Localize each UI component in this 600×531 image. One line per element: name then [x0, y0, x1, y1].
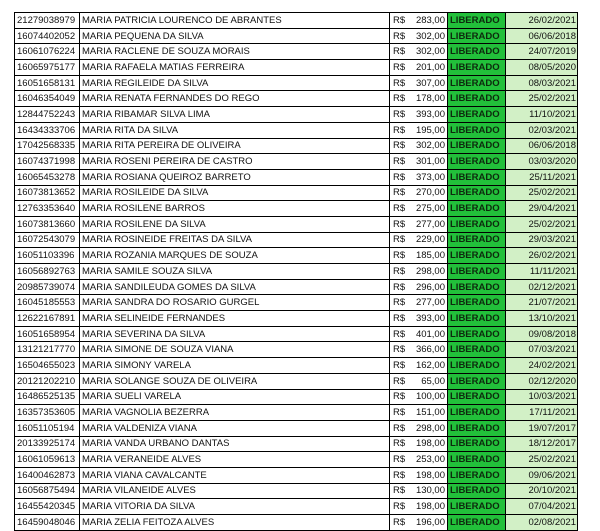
currency-symbol: R$: [393, 281, 406, 293]
date-cell: 02/08/2021: [506, 515, 578, 531]
name-cell: MARIA SAMILE SOUZA SILVA: [80, 264, 390, 280]
date-cell: 06/06/2018: [506, 138, 578, 154]
amount-cell: [390, 436, 448, 452]
amount-value: 277,00: [415, 297, 445, 309]
amount-cell: [390, 264, 448, 280]
name-cell: MARIA SELINEIDE FERNANDES: [80, 311, 390, 327]
status-cell: LIBERADO: [448, 436, 506, 452]
id-cell: 20985739074: [15, 279, 80, 295]
table-row: [15, 389, 578, 405]
amount-cell: [390, 185, 448, 201]
id-cell: 16061059613: [15, 452, 80, 468]
amount-value: 196,00: [415, 516, 445, 528]
name-cell: MARIA RITA DA SILVA: [80, 122, 390, 138]
name-cell: MARIA VALDENIZA VIANA: [80, 420, 390, 436]
currency-symbol: R$: [393, 328, 406, 340]
amount-value: 185,00: [415, 250, 445, 262]
table-row: [15, 122, 578, 138]
currency-symbol: R$: [393, 46, 406, 58]
id-cell: 12763353640: [15, 201, 80, 217]
table-row: [15, 248, 578, 264]
status-cell: LIBERADO: [448, 232, 506, 248]
date-cell: 25/02/2021: [506, 216, 578, 232]
table-row: [15, 154, 578, 170]
amount-cell: [390, 515, 448, 531]
status-cell: LIBERADO: [448, 467, 506, 483]
currency-symbol: R$: [393, 203, 406, 215]
table-row: [15, 44, 578, 60]
amount-value: 307,00: [415, 77, 445, 89]
status-cell: LIBERADO: [448, 420, 506, 436]
id-cell: 16074402052: [15, 28, 80, 44]
name-cell: MARIA ROZANIA MARQUES DE SOUZA: [80, 248, 390, 264]
id-cell: 12844752243: [15, 107, 80, 123]
status-cell: LIBERADO: [448, 185, 506, 201]
currency-symbol: R$: [393, 77, 406, 89]
date-cell: 21/07/2021: [506, 295, 578, 311]
amount-value: 178,00: [415, 93, 445, 105]
id-cell: 16434333706: [15, 122, 80, 138]
date-cell: 29/04/2021: [506, 201, 578, 217]
currency-symbol: R$: [393, 375, 406, 387]
name-cell: MARIA RACLENE DE SOUZA MORAIS: [80, 44, 390, 60]
amount-cell: [390, 248, 448, 264]
date-cell: 11/11/2021: [506, 264, 578, 280]
table-row: [15, 185, 578, 201]
amount-value: 373,00: [415, 171, 445, 183]
amount-cell: [390, 311, 448, 327]
name-cell: MARIA RIBAMAR SILVA LIMA: [80, 107, 390, 123]
name-cell: MARIA SIMONY VARELA: [80, 358, 390, 374]
table-row: [15, 13, 578, 29]
amount-cell: [390, 358, 448, 374]
amount-value: 65,00: [421, 375, 445, 387]
table-row: [15, 405, 578, 421]
status-cell: LIBERADO: [448, 405, 506, 421]
id-cell: 16051103396: [15, 248, 80, 264]
amount-value: 201,00: [415, 61, 445, 73]
status-cell: LIBERADO: [448, 169, 506, 185]
date-cell: 11/10/2021: [506, 107, 578, 123]
name-cell: MARIA ROSENI PEREIRA DE CASTRO: [80, 154, 390, 170]
currency-symbol: R$: [393, 516, 406, 528]
status-cell: LIBERADO: [448, 389, 506, 405]
date-cell: 26/02/2021: [506, 13, 578, 29]
id-cell: 16072543079: [15, 232, 80, 248]
name-cell: MARIA VITORIA DA SILVA: [80, 499, 390, 515]
amount-value: 301,00: [415, 156, 445, 168]
currency-symbol: R$: [393, 108, 406, 120]
status-cell: LIBERADO: [448, 342, 506, 358]
id-cell: 13121217770: [15, 342, 80, 358]
status-cell: LIBERADO: [448, 279, 506, 295]
id-cell: 16400462873: [15, 467, 80, 483]
amount-cell: [390, 295, 448, 311]
name-cell: MARIA REGILEIDE DA SILVA: [80, 75, 390, 91]
date-cell: 18/12/2017: [506, 436, 578, 452]
date-cell: 07/03/2021: [506, 342, 578, 358]
table-row: [15, 452, 578, 468]
amount-value: 198,00: [415, 469, 445, 481]
id-cell: 16459048046: [15, 515, 80, 531]
amount-cell: [390, 467, 448, 483]
date-cell: 19/07/2017: [506, 420, 578, 436]
name-cell: MARIA VERANEIDE ALVES: [80, 452, 390, 468]
id-cell: 16073813660: [15, 216, 80, 232]
id-cell: 16065975177: [15, 60, 80, 76]
amount-value: 100,00: [415, 391, 445, 403]
amount-cell: [390, 122, 448, 138]
amount-cell: [390, 452, 448, 468]
amount-cell: [390, 138, 448, 154]
status-cell: LIBERADO: [448, 154, 506, 170]
status-cell: LIBERADO: [448, 122, 506, 138]
id-cell: 16455420345: [15, 499, 80, 515]
id-cell: 20121202210: [15, 373, 80, 389]
date-cell: 06/06/2018: [506, 28, 578, 44]
currency-symbol: R$: [393, 30, 406, 42]
currency-symbol: R$: [393, 14, 406, 26]
amount-cell: [390, 499, 448, 515]
amount-cell: [390, 91, 448, 107]
amount-value: 270,00: [415, 187, 445, 199]
amount-value: 229,00: [415, 234, 445, 246]
date-cell: 08/03/2021: [506, 75, 578, 91]
id-cell: 16045185553: [15, 295, 80, 311]
currency-symbol: R$: [393, 297, 406, 309]
date-cell: 25/02/2021: [506, 452, 578, 468]
date-cell: 24/07/2019: [506, 44, 578, 60]
name-cell: MARIA VIANA CAVALCANTE: [80, 467, 390, 483]
name-cell: MARIA RENATA FERNANDES DO REGO: [80, 91, 390, 107]
status-cell: LIBERADO: [448, 499, 506, 515]
table-row: [15, 515, 578, 531]
status-cell: LIBERADO: [448, 311, 506, 327]
name-cell: MARIA ROSILENE BARROS: [80, 201, 390, 217]
currency-symbol: R$: [393, 344, 406, 356]
name-cell: MARIA SIMONE DE SOUZA VIANA: [80, 342, 390, 358]
status-cell: LIBERADO: [448, 248, 506, 264]
date-cell: 29/03/2021: [506, 232, 578, 248]
currency-symbol: R$: [393, 469, 406, 481]
name-cell: MARIA ROSINEIDE FREITAS DA SILVA: [80, 232, 390, 248]
id-cell: 12622167891: [15, 311, 80, 327]
date-cell: 09/06/2021: [506, 467, 578, 483]
currency-symbol: R$: [393, 124, 406, 136]
currency-symbol: R$: [393, 422, 406, 434]
name-cell: MARIA RITA PEREIRA DE OLIVEIRA: [80, 138, 390, 154]
name-cell: MARIA SANDRA DO ROSARIO GURGEL: [80, 295, 390, 311]
name-cell: MARIA ROSILENE DA SILVA: [80, 216, 390, 232]
table-row: [15, 75, 578, 91]
amount-cell: [390, 60, 448, 76]
currency-symbol: R$: [393, 234, 406, 246]
amount-cell: [390, 483, 448, 499]
currency-symbol: R$: [393, 454, 406, 466]
amount-value: 302,00: [415, 46, 445, 58]
status-cell: LIBERADO: [448, 373, 506, 389]
id-cell: 16504655023: [15, 358, 80, 374]
date-cell: 25/02/2021: [506, 185, 578, 201]
id-cell: 21279038979: [15, 13, 80, 29]
table-row: [15, 138, 578, 154]
amount-value: 298,00: [415, 265, 445, 277]
table-row: [15, 279, 578, 295]
amount-cell: [390, 13, 448, 29]
name-cell: MARIA ZELIA FEITOZA ALVES: [80, 515, 390, 531]
amount-value: 298,00: [415, 422, 445, 434]
id-cell: 16051658131: [15, 75, 80, 91]
name-cell: MARIA SANDILEUDA GOMES DA SILVA: [80, 279, 390, 295]
amount-cell: [390, 232, 448, 248]
name-cell: MARIA SEVERINA DA SILVA: [80, 326, 390, 342]
id-cell: 16056875494: [15, 483, 80, 499]
amount-value: 302,00: [415, 30, 445, 42]
currency-symbol: R$: [393, 438, 406, 450]
amount-value: 393,00: [415, 312, 445, 324]
id-cell: 16486525135: [15, 389, 80, 405]
currency-symbol: R$: [393, 312, 406, 324]
currency-symbol: R$: [393, 61, 406, 73]
table-row: [15, 358, 578, 374]
amount-value: 130,00: [415, 485, 445, 497]
table-row: [15, 483, 578, 499]
name-cell: MARIA ROSIANA QUEIROZ BARRETO: [80, 169, 390, 185]
date-cell: 25/11/2021: [506, 169, 578, 185]
name-cell: MARIA ROSILEIDE DA SILVA: [80, 185, 390, 201]
status-cell: LIBERADO: [448, 452, 506, 468]
table-row: [15, 499, 578, 515]
id-cell: 16051658954: [15, 326, 80, 342]
currency-symbol: R$: [393, 140, 406, 152]
table-row: [15, 436, 578, 452]
id-cell: 16073813652: [15, 185, 80, 201]
id-cell: 16046354049: [15, 91, 80, 107]
table-row: [15, 60, 578, 76]
amount-cell: [390, 373, 448, 389]
amount-value: 198,00: [415, 501, 445, 513]
name-cell: MARIA VILANEIDE ALVES: [80, 483, 390, 499]
amount-cell: [390, 389, 448, 405]
amount-value: 277,00: [415, 218, 445, 230]
date-cell: 07/04/2021: [506, 499, 578, 515]
table-row: [15, 373, 578, 389]
status-cell: LIBERADO: [448, 264, 506, 280]
date-cell: 17/11/2021: [506, 405, 578, 421]
id-cell: 20133925174: [15, 436, 80, 452]
amount-cell: [390, 169, 448, 185]
date-cell: 26/02/2021: [506, 248, 578, 264]
id-cell: 16051105194: [15, 420, 80, 436]
currency-symbol: R$: [393, 218, 406, 230]
amount-cell: [390, 154, 448, 170]
amount-value: 366,00: [415, 344, 445, 356]
amount-cell: [390, 107, 448, 123]
amount-value: 283,00: [415, 14, 445, 26]
status-cell: LIBERADO: [448, 201, 506, 217]
status-cell: LIBERADO: [448, 91, 506, 107]
currency-symbol: R$: [393, 93, 406, 105]
amount-cell: [390, 28, 448, 44]
table-row: [15, 342, 578, 358]
currency-symbol: R$: [393, 391, 406, 403]
table-row: [15, 232, 578, 248]
id-cell: 16056892763: [15, 264, 80, 280]
table-row: [15, 295, 578, 311]
beneficiary-table: [14, 12, 578, 531]
amount-cell: [390, 326, 448, 342]
date-cell: 09/08/2018: [506, 326, 578, 342]
status-cell: LIBERADO: [448, 13, 506, 29]
currency-symbol: R$: [393, 171, 406, 183]
id-cell: 16061076224: [15, 44, 80, 60]
name-cell: MARIA PEQUENA DA SILVA: [80, 28, 390, 44]
amount-value: 275,00: [415, 203, 445, 215]
table-body: [15, 13, 578, 531]
name-cell: MARIA SOLANGE SOUZA DE OLIVEIRA: [80, 373, 390, 389]
status-cell: LIBERADO: [448, 483, 506, 499]
status-cell: LIBERADO: [448, 216, 506, 232]
amount-cell: [390, 279, 448, 295]
id-cell: 16074371998: [15, 154, 80, 170]
amount-value: 393,00: [415, 108, 445, 120]
date-cell: 13/10/2021: [506, 311, 578, 327]
name-cell: MARIA PATRICIA LOURENCO DE ABRANTES: [80, 13, 390, 29]
currency-symbol: R$: [393, 156, 406, 168]
amount-value: 302,00: [415, 140, 445, 152]
amount-value: 151,00: [415, 407, 445, 419]
table-row: [15, 169, 578, 185]
table-row: [15, 311, 578, 327]
amount-cell: [390, 44, 448, 60]
status-cell: LIBERADO: [448, 107, 506, 123]
status-cell: LIBERADO: [448, 75, 506, 91]
table-row: [15, 28, 578, 44]
amount-cell: [390, 75, 448, 91]
amount-value: 198,00: [415, 438, 445, 450]
amount-value: 253,00: [415, 454, 445, 466]
currency-symbol: R$: [393, 250, 406, 262]
status-cell: LIBERADO: [448, 326, 506, 342]
name-cell: MARIA RAFAELA MATIAS FERREIRA: [80, 60, 390, 76]
id-cell: 17042568335: [15, 138, 80, 154]
amount-value: 195,00: [415, 124, 445, 136]
date-cell: 02/12/2021: [506, 279, 578, 295]
table-row: [15, 216, 578, 232]
amount-value: 162,00: [415, 359, 445, 371]
table-row: [15, 420, 578, 436]
id-cell: 16065453278: [15, 169, 80, 185]
currency-symbol: R$: [393, 265, 406, 277]
amount-cell: [390, 201, 448, 217]
amount-cell: [390, 405, 448, 421]
currency-symbol: R$: [393, 501, 406, 513]
status-cell: LIBERADO: [448, 295, 506, 311]
status-cell: LIBERADO: [448, 138, 506, 154]
currency-symbol: R$: [393, 359, 406, 371]
currency-symbol: R$: [393, 485, 406, 497]
amount-value: 296,00: [415, 281, 445, 293]
table-row: [15, 91, 578, 107]
status-cell: LIBERADO: [448, 28, 506, 44]
status-cell: LIBERADO: [448, 60, 506, 76]
currency-symbol: R$: [393, 407, 406, 419]
amount-cell: [390, 216, 448, 232]
table-row: [15, 201, 578, 217]
date-cell: 20/10/2021: [506, 483, 578, 499]
status-cell: LIBERADO: [448, 44, 506, 60]
status-cell: LIBERADO: [448, 358, 506, 374]
table-row: [15, 467, 578, 483]
date-cell: 24/02/2021: [506, 358, 578, 374]
amount-value: 401,00: [415, 328, 445, 340]
name-cell: MARIA VANDA URBANO DANTAS: [80, 436, 390, 452]
date-cell: 02/12/2020: [506, 373, 578, 389]
date-cell: 10/03/2021: [506, 389, 578, 405]
table-row: [15, 107, 578, 123]
name-cell: MARIA VAGNOLIA BEZERRA: [80, 405, 390, 421]
table-row: [15, 264, 578, 280]
date-cell: 08/05/2020: [506, 60, 578, 76]
amount-cell: [390, 342, 448, 358]
table-row: [15, 326, 578, 342]
name-cell: MARIA SUELI VARELA: [80, 389, 390, 405]
status-cell: LIBERADO: [448, 515, 506, 531]
date-cell: 02/03/2021: [506, 122, 578, 138]
date-cell: 03/03/2020: [506, 154, 578, 170]
date-cell: 25/02/2021: [506, 91, 578, 107]
amount-cell: [390, 420, 448, 436]
currency-symbol: R$: [393, 187, 406, 199]
id-cell: 16357353605: [15, 405, 80, 421]
